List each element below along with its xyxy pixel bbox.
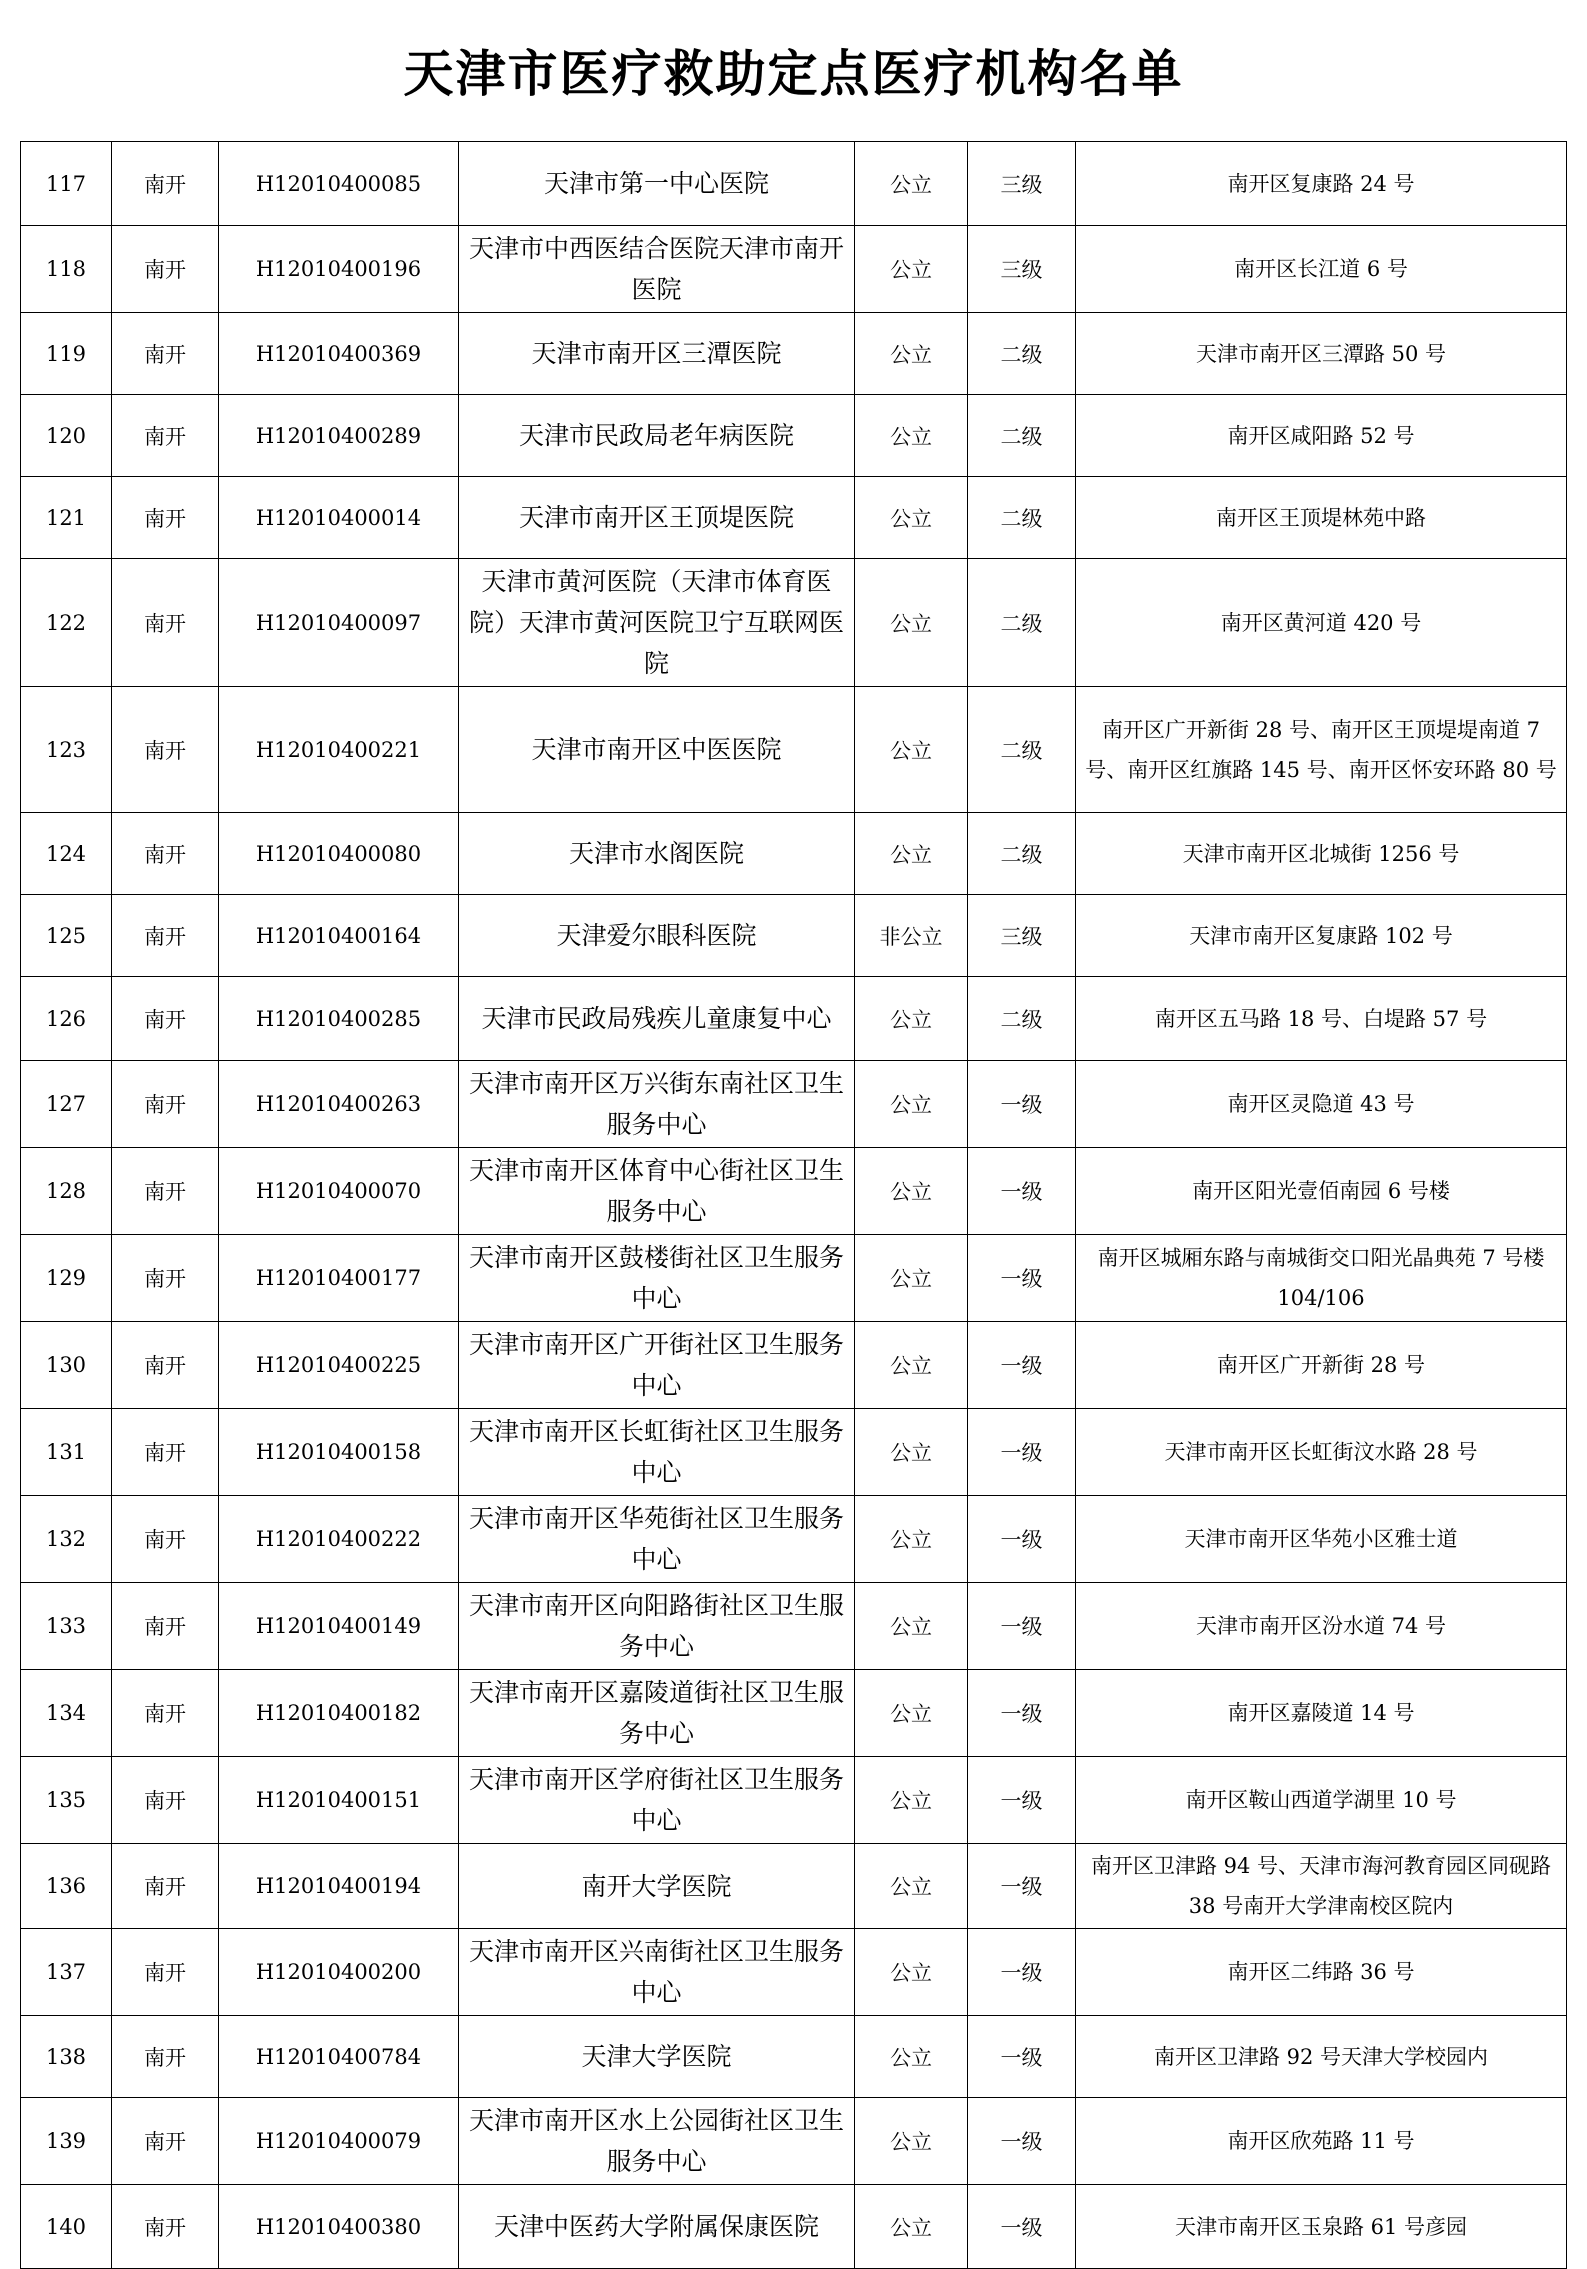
institution-code-cell: H12010400784 bbox=[219, 2016, 459, 2098]
institution-code-cell: H12010400221 bbox=[219, 687, 459, 813]
row-number: 135 bbox=[21, 1757, 112, 1844]
row-number: 138 bbox=[21, 2016, 112, 2098]
table-row bbox=[21, 1409, 1567, 1496]
institution-name-cell: 天津大学医院 bbox=[459, 2016, 855, 2098]
row-number: 131 bbox=[21, 1409, 112, 1496]
institution-code-cell: H12010400014 bbox=[219, 477, 459, 559]
row-number: 130 bbox=[21, 1322, 112, 1409]
institution-code-cell: H12010400263 bbox=[219, 1061, 459, 1148]
institution-name-cell: 天津市南开区中医医院 bbox=[459, 687, 855, 813]
institution-name-cell: 天津市南开区兴南街社区卫生服务中心 bbox=[459, 1929, 855, 2016]
ownership-type-cell: 公立 bbox=[855, 1496, 968, 1583]
table-row bbox=[21, 142, 1567, 226]
hospital-level-cell: 一级 bbox=[968, 1409, 1076, 1496]
district-cell: 南开 bbox=[112, 1496, 219, 1583]
institution-code-cell: H12010400196 bbox=[219, 226, 459, 313]
hospital-level-cell: 一级 bbox=[968, 1061, 1076, 1148]
institution-code-cell: H12010400097 bbox=[219, 559, 459, 687]
district-cell: 南开 bbox=[112, 1235, 219, 1322]
table-row bbox=[21, 1670, 1567, 1757]
institution-name-cell: 天津市中西医结合医院天津市南开医院 bbox=[459, 226, 855, 313]
district-cell: 南开 bbox=[112, 395, 219, 477]
institution-code-cell: H12010400289 bbox=[219, 395, 459, 477]
hospital-level-cell: 一级 bbox=[968, 1757, 1076, 1844]
table-row bbox=[21, 1148, 1567, 1235]
ownership-type-cell: 公立 bbox=[855, 2016, 968, 2098]
district-cell: 南开 bbox=[112, 687, 219, 813]
address-cell: 南开区卫津路 94 号、天津市海河教育园区同砚路 38 号南开大学津南校区院内 bbox=[1076, 1844, 1567, 1929]
ownership-type-cell: 公立 bbox=[855, 2098, 968, 2185]
table-row bbox=[21, 687, 1567, 813]
address-cell: 南开区黄河道 420 号 bbox=[1076, 559, 1567, 687]
table-row bbox=[21, 2016, 1567, 2098]
institution-code-cell: H12010400369 bbox=[219, 313, 459, 395]
institution-name-cell: 天津中医药大学附属保康医院 bbox=[459, 2185, 855, 2269]
district-cell: 南开 bbox=[112, 1322, 219, 1409]
address-cell: 南开区广开新街 28 号 bbox=[1076, 1322, 1567, 1409]
institution-code-cell: H12010400079 bbox=[219, 2098, 459, 2185]
institution-name-cell: 天津市南开区三潭医院 bbox=[459, 313, 855, 395]
ownership-type-cell: 公立 bbox=[855, 1235, 968, 1322]
hospital-level-cell: 一级 bbox=[968, 1929, 1076, 2016]
hospital-level-cell: 一级 bbox=[968, 1496, 1076, 1583]
institution-code-cell: H12010400164 bbox=[219, 895, 459, 977]
table-row bbox=[21, 1929, 1567, 2016]
hospital-level-cell: 一级 bbox=[968, 2016, 1076, 2098]
row-number: 124 bbox=[21, 813, 112, 895]
row-number: 118 bbox=[21, 226, 112, 313]
table-row bbox=[21, 1844, 1567, 1929]
ownership-type-cell: 公立 bbox=[855, 226, 968, 313]
row-number: 122 bbox=[21, 559, 112, 687]
address-cell: 南开区五马路 18 号、白堤路 57 号 bbox=[1076, 977, 1567, 1061]
district-cell: 南开 bbox=[112, 1929, 219, 2016]
address-cell: 天津市南开区三潭路 50 号 bbox=[1076, 313, 1567, 395]
institution-name-cell: 天津市第一中心医院 bbox=[459, 142, 855, 226]
row-number: 127 bbox=[21, 1061, 112, 1148]
row-number: 137 bbox=[21, 1929, 112, 2016]
address-cell: 南开区阳光壹佰南园 6 号楼 bbox=[1076, 1148, 1567, 1235]
row-number: 117 bbox=[21, 142, 112, 226]
institution-code-cell: H12010400085 bbox=[219, 142, 459, 226]
address-cell: 南开区长江道 6 号 bbox=[1076, 226, 1567, 313]
institution-name-cell: 天津市南开区学府街社区卫生服务中心 bbox=[459, 1757, 855, 1844]
page-title: 天津市医疗救助定点医疗机构名单 bbox=[403, 45, 1184, 103]
hospital-level-cell: 二级 bbox=[968, 559, 1076, 687]
ownership-type-cell: 公立 bbox=[855, 1583, 968, 1670]
address-cell: 南开区鞍山西道学湖里 10 号 bbox=[1076, 1757, 1567, 1844]
district-cell: 南开 bbox=[112, 813, 219, 895]
address-cell: 天津市南开区汾水道 74 号 bbox=[1076, 1583, 1567, 1670]
institution-code-cell: H12010400200 bbox=[219, 1929, 459, 2016]
district-cell: 南开 bbox=[112, 1583, 219, 1670]
district-cell: 南开 bbox=[112, 477, 219, 559]
row-number: 134 bbox=[21, 1670, 112, 1757]
table-row bbox=[21, 977, 1567, 1061]
row-number: 139 bbox=[21, 2098, 112, 2185]
district-cell: 南开 bbox=[112, 895, 219, 977]
ownership-type-cell: 公立 bbox=[855, 142, 968, 226]
ownership-type-cell: 公立 bbox=[855, 977, 968, 1061]
table-row bbox=[21, 1496, 1567, 1583]
table-row bbox=[21, 2098, 1567, 2185]
institution-name-cell: 天津市南开区鼓楼街社区卫生服务中心 bbox=[459, 1235, 855, 1322]
ownership-type-cell: 公立 bbox=[855, 1409, 968, 1496]
district-cell: 南开 bbox=[112, 1409, 219, 1496]
district-cell: 南开 bbox=[112, 1670, 219, 1757]
institution-name-cell: 天津市南开区向阳路街社区卫生服务中心 bbox=[459, 1583, 855, 1670]
row-number: 120 bbox=[21, 395, 112, 477]
institution-code-cell: H12010400285 bbox=[219, 977, 459, 1061]
address-cell: 南开区城厢东路与南城街交口阳光晶典苑 7 号楼 104/106 bbox=[1076, 1235, 1567, 1322]
address-cell: 南开区王顶堤林苑中路 bbox=[1076, 477, 1567, 559]
institution-name-cell: 天津市南开区体育中心街社区卫生服务中心 bbox=[459, 1148, 855, 1235]
row-number: 128 bbox=[21, 1148, 112, 1235]
hospital-level-cell: 二级 bbox=[968, 395, 1076, 477]
table-row bbox=[21, 226, 1567, 313]
address-cell: 天津市南开区玉泉路 61 号彦园 bbox=[1076, 2185, 1567, 2269]
row-number: 126 bbox=[21, 977, 112, 1061]
row-number: 125 bbox=[21, 895, 112, 977]
table-row bbox=[21, 895, 1567, 977]
institution-code-cell: H12010400182 bbox=[219, 1670, 459, 1757]
row-number: 129 bbox=[21, 1235, 112, 1322]
institution-code-cell: H12010400380 bbox=[219, 2185, 459, 2269]
institution-code-cell: H12010400177 bbox=[219, 1235, 459, 1322]
hospital-level-cell: 二级 bbox=[968, 687, 1076, 813]
table-row bbox=[21, 1235, 1567, 1322]
hospital-level-cell: 三级 bbox=[968, 142, 1076, 226]
ownership-type-cell: 公立 bbox=[855, 395, 968, 477]
institution-name-cell: 天津市水阁医院 bbox=[459, 813, 855, 895]
institution-name-cell: 天津市黄河医院（天津市体育医院）天津市黄河医院卫宁互联网医院 bbox=[459, 559, 855, 687]
hospital-level-cell: 三级 bbox=[968, 226, 1076, 313]
institution-code-cell: H12010400080 bbox=[219, 813, 459, 895]
institution-name-cell: 天津市南开区水上公园街社区卫生服务中心 bbox=[459, 2098, 855, 2185]
institution-name-cell: 天津市南开区嘉陵道街社区卫生服务中心 bbox=[459, 1670, 855, 1757]
ownership-type-cell: 公立 bbox=[855, 559, 968, 687]
table-row bbox=[21, 395, 1567, 477]
hospital-level-cell: 二级 bbox=[968, 977, 1076, 1061]
table-row bbox=[21, 313, 1567, 395]
institution-code-cell: H12010400225 bbox=[219, 1322, 459, 1409]
institution-code-cell: H12010400222 bbox=[219, 1496, 459, 1583]
institution-name-cell: 天津市民政局老年病医院 bbox=[459, 395, 855, 477]
institution-code-cell: H12010400149 bbox=[219, 1583, 459, 1670]
institution-code-cell: H12010400194 bbox=[219, 1844, 459, 1929]
address-cell: 南开区广开新街 28 号、南开区王顶堤堤南道 7 号、南开区红旗路 145 号、南开区怀安环路 80 号 bbox=[1076, 687, 1567, 813]
hospital-level-cell: 一级 bbox=[968, 2098, 1076, 2185]
ownership-type-cell: 公立 bbox=[855, 1844, 968, 1929]
table-row bbox=[21, 1583, 1567, 1670]
institution-name-cell: 天津爱尔眼科医院 bbox=[459, 895, 855, 977]
district-cell: 南开 bbox=[112, 1844, 219, 1929]
hospital-level-cell: 一级 bbox=[968, 1235, 1076, 1322]
district-cell: 南开 bbox=[112, 2016, 219, 2098]
district-cell: 南开 bbox=[112, 977, 219, 1061]
table-row bbox=[21, 1061, 1567, 1148]
row-number: 132 bbox=[21, 1496, 112, 1583]
row-number: 136 bbox=[21, 1844, 112, 1929]
ownership-type-cell: 公立 bbox=[855, 813, 968, 895]
institution-table bbox=[20, 141, 1567, 2269]
address-cell: 南开区灵隐道 43 号 bbox=[1076, 1061, 1567, 1148]
row-number: 133 bbox=[21, 1583, 112, 1670]
hospital-level-cell: 三级 bbox=[968, 895, 1076, 977]
row-number: 121 bbox=[21, 477, 112, 559]
institution-code-cell: H12010400151 bbox=[219, 1757, 459, 1844]
institution-name-cell: 天津市民政局残疾儿童康复中心 bbox=[459, 977, 855, 1061]
institution-name-cell: 天津市南开区万兴街东南社区卫生服务中心 bbox=[459, 1061, 855, 1148]
district-cell: 南开 bbox=[112, 226, 219, 313]
address-cell: 天津市南开区华苑小区雅士道 bbox=[1076, 1496, 1567, 1583]
ownership-type-cell: 公立 bbox=[855, 477, 968, 559]
address-cell: 南开区欣苑路 11 号 bbox=[1076, 2098, 1567, 2185]
district-cell: 南开 bbox=[112, 1148, 219, 1235]
address-cell: 南开区二纬路 36 号 bbox=[1076, 1929, 1567, 2016]
ownership-type-cell: 公立 bbox=[855, 1148, 968, 1235]
address-cell: 南开区卫津路 92 号天津大学校园内 bbox=[1076, 2016, 1567, 2098]
institution-name-cell: 南开大学医院 bbox=[459, 1844, 855, 1929]
table-row bbox=[21, 2185, 1567, 2269]
ownership-type-cell: 公立 bbox=[855, 1322, 968, 1409]
district-cell: 南开 bbox=[112, 142, 219, 226]
ownership-type-cell: 公立 bbox=[855, 2185, 968, 2269]
institution-name-cell: 天津市南开区长虹街社区卫生服务中心 bbox=[459, 1409, 855, 1496]
address-cell: 天津市南开区长虹街汶水路 28 号 bbox=[1076, 1409, 1567, 1496]
ownership-type-cell: 公立 bbox=[855, 1670, 968, 1757]
row-number: 140 bbox=[21, 2185, 112, 2269]
institution-code-cell: H12010400158 bbox=[219, 1409, 459, 1496]
district-cell: 南开 bbox=[112, 1061, 219, 1148]
table-row bbox=[21, 559, 1567, 687]
district-cell: 南开 bbox=[112, 2185, 219, 2269]
row-number: 119 bbox=[21, 313, 112, 395]
district-cell: 南开 bbox=[112, 1757, 219, 1844]
hospital-level-cell: 一级 bbox=[968, 2185, 1076, 2269]
hospital-level-cell: 二级 bbox=[968, 813, 1076, 895]
ownership-type-cell: 公立 bbox=[855, 1061, 968, 1148]
hospital-level-cell: 一级 bbox=[968, 1322, 1076, 1409]
institution-name-cell: 天津市南开区华苑街社区卫生服务中心 bbox=[459, 1496, 855, 1583]
table-body bbox=[21, 142, 1567, 2269]
address-cell: 天津市南开区北城街 1256 号 bbox=[1076, 813, 1567, 895]
ownership-type-cell: 公立 bbox=[855, 313, 968, 395]
table-row bbox=[21, 1757, 1567, 1844]
ownership-type-cell: 公立 bbox=[855, 1757, 968, 1844]
institution-name-cell: 天津市南开区王顶堤医院 bbox=[459, 477, 855, 559]
table-row bbox=[21, 477, 1567, 559]
address-cell: 天津市南开区复康路 102 号 bbox=[1076, 895, 1567, 977]
address-cell: 南开区复康路 24 号 bbox=[1076, 142, 1567, 226]
hospital-level-cell: 一级 bbox=[968, 1670, 1076, 1757]
ownership-type-cell: 公立 bbox=[855, 687, 968, 813]
hospital-level-cell: 二级 bbox=[968, 477, 1076, 559]
hospital-level-cell: 一级 bbox=[968, 1583, 1076, 1670]
table-row bbox=[21, 1322, 1567, 1409]
ownership-type-cell: 公立 bbox=[855, 1929, 968, 2016]
institution-name-cell: 天津市南开区广开街社区卫生服务中心 bbox=[459, 1322, 855, 1409]
hospital-level-cell: 一级 bbox=[968, 1148, 1076, 1235]
institution-code-cell: H12010400070 bbox=[219, 1148, 459, 1235]
ownership-type-cell: 非公立 bbox=[855, 895, 968, 977]
table-row bbox=[21, 813, 1567, 895]
address-cell: 南开区嘉陵道 14 号 bbox=[1076, 1670, 1567, 1757]
district-cell: 南开 bbox=[112, 559, 219, 687]
hospital-level-cell: 一级 bbox=[968, 1844, 1076, 1929]
hospital-level-cell: 二级 bbox=[968, 313, 1076, 395]
district-cell: 南开 bbox=[112, 2098, 219, 2185]
row-number: 123 bbox=[21, 687, 112, 813]
district-cell: 南开 bbox=[112, 313, 219, 395]
address-cell: 南开区咸阳路 52 号 bbox=[1076, 395, 1567, 477]
